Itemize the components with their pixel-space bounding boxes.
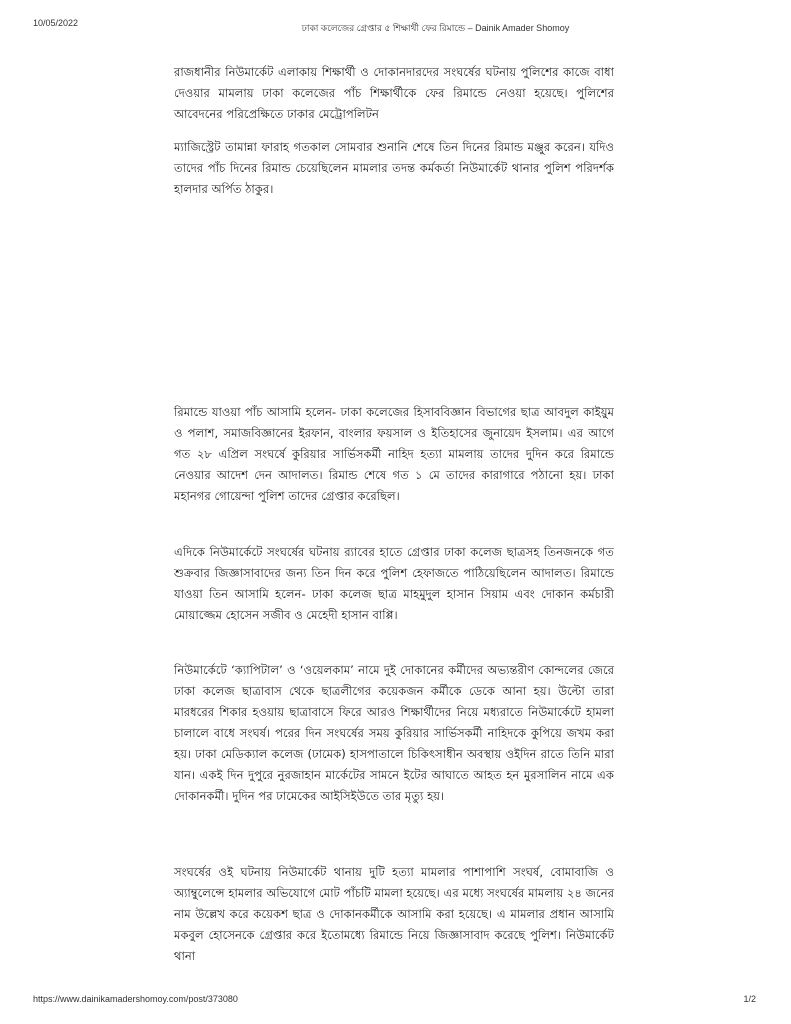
page-title: ঢাকা কলেজের গ্রেপ্তার ৫ শিক্ষার্থী ফের রিমান্ডে – Dainik Amader Shomoy <box>301 23 570 33</box>
article-paragraph: নিউমার্কেটে ‘ক্যাপিটাল’ ও ‘ওয়েলকাম’ নামে দুই দোকানের কর্মীদের অভ্যন্তরীণ কোন্দলের জেরে ঢাকা কলেজ ছাত্রাবাস থেকে ছাত্রলীগের কয়েকজন কর্মীকে ডেকে আনা হয়। উল্টো তারা মারধরের শিকার হওয়ায় ছাত্রাবাসে ফিরে আরও শিক্ষার্থীদের নিয়ে মধ্যরাতে নিউমার্কেটে হামলা চালালে বাধে সংঘর্ষ। পরের দিন সংঘর্ষের সময় কুরিয়ার সার্ভিসকর্মী নাহিদকে কুপিয়ে জখম করা হয়। ঢাকা মেডিক্যাল কলেজ (ঢামেক) হাসপাতালে চিকিৎসাধীন অবস্থায় ওইদিন রাতে তিনি মারা যান। একই দিন দুপুরে নুরজাহান মার্কেটের সামনে ইটের আঘাতে আহত হন মুরসালিন নামে এক দোকানকর্মী। দুদিন পর ঢামেকের আইসিইউতে তার মৃত্যু হয়। <box>174 663 614 803</box>
source-url: https://www.dainikamadershomoy.com/post/373080 <box>33 994 238 1004</box>
article-paragraph: ম্যাজিস্ট্রেট তামান্না ফারাহ গতকাল সোমবার শুনানি শেষে তিন দিনের রিমান্ড মঞ্জুর করেন। যদিও তাদের পাঁচ দিনের রিমান্ড চেয়েছিলেন মামলার তদন্ত কর্মকর্তা নিউমার্কেট থানার পুলিশ পরিদর্শক হালদার অর্পিত ঠাকুর। <box>174 140 614 196</box>
article-paragraph: এদিকে নিউমার্কেটে সংঘর্ষের ঘটনায় র‌্যাবের হাতে গ্রেপ্তার ঢাকা কলেজ ছাত্রসহ তিনজনকে গত শুক্রবার জিজ্ঞাসাবাদের জন্য তিন দিন করে পুলিশ হেফাজতে পাঠিয়েছিলেন আদালত। রিমান্ডে যাওয়া তিন আসামি হলেন- ঢাকা কলেজ ছাত্র মাহমুদুল হাসান সিয়াম এবং দোকান কর্মচারী মোয়াজ্জেম হোসেন সজীব ও মেহেদী হাসান বাপ্পি। <box>174 545 614 622</box>
article-paragraph: সংঘর্ষের ওই ঘটনায় নিউমার্কেট থানায় দুটি হত্যা মামলার পাশাপাশি সংঘর্ষ, বোমাবাজি ও অ্যাম্বুলেন্সে হামলার অভিযোগে মোট পাঁচটি মামলা হয়েছে। এর মধ্যে সংঘর্ষের মামলায় ২৪ জনের নাম উল্লেখ করে কয়েকশ ছাত্র ও দোকানকর্মীকে আসামি করা হয়েছে। এ মামলার প্রধান আসামি মকবুল হোসেনকে গ্রেপ্তার করে ইতোমধ্যে রিমান্ডে নিয়ে জিজ্ঞাসাবাদ করেছে পুলিশ। নিউমার্কেট থানা <box>174 865 614 963</box>
article-paragraph: রাজধানীর নিউমার্কেট এলাকায় শিক্ষার্থী ও দোকানদারদের সংঘর্ষের ঘটনায় পুলিশের কাজে বাধা দেওয়ার মামলায় ঢাকা কলেজের পাঁচ শিক্ষার্থীকে ফের রিমান্ডে নেওয়া হয়েছে। পুলিশের আবেদনের পরিপ্রেক্ষিতে ঢাকার মেট্রোপলিটন <box>174 65 614 121</box>
page-number: 1/2 <box>743 994 756 1004</box>
print-date: 10/05/2022 <box>33 18 79 28</box>
article-paragraph: রিমান্ডে যাওয়া পাঁচ আসামি হলেন- ঢাকা কলেজের হিসাববিজ্ঞান বিভাগের ছাত্র আবদুল কাইয়ুম ও পলাশ, সমাজবিজ্ঞানের ইরফান, বাংলার ফয়সাল ও ইতিহাসের জুনায়েদ ইসলাম। এর আগে গত ২৮ এপ্রিল সংঘর্ষে কুরিয়ার সার্ভিসকর্মী নাহিদ হত্যা মামলায় তাদের দুদিন করে রিমান্ডে নেওয়ার আদেশ দেন আদালত। রিমান্ড শেষে গত ১ মে তাদের কারাগারে পঠানো হয়। ঢাকা মহানগর গোয়েন্দা পুলিশ তাদের গ্রেপ্তার করেছিল। <box>174 405 614 503</box>
blank-content-area <box>174 210 614 395</box>
